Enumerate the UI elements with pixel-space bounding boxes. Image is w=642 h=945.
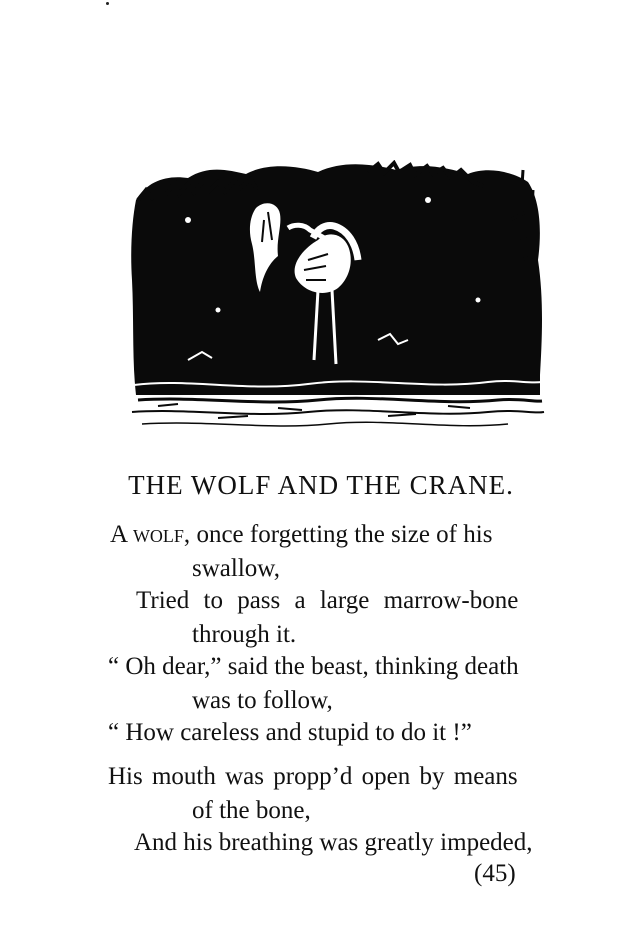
poem-line: And his breathing was greatly impeded, [134,829,533,856]
poem-line [110,522,492,547]
poem-line: swallow, [192,555,280,582]
poem-word: A [110,521,127,548]
page-number: (45) [474,860,516,887]
poem-line: “ Oh dear,” said the beast, thinking death [108,653,519,680]
poem-line: “ How careless and stupid to do it !” [108,719,472,746]
poem-title: THE WOLF AND THE CRANE. [128,470,514,500]
woodcut-illustration [128,160,548,440]
poem-line: was to follow, [192,687,333,714]
poem-line: through it. [192,621,297,648]
poem-line: His mouth was propp’d open by means [108,763,518,790]
poem-line: Tried to pass a large marrow-bone [136,587,519,614]
poem-line-rest: once forgetting the size of his [190,521,493,548]
poem-line: of the bone, [192,797,311,824]
speck-mark [106,2,109,5]
poem-word-smallcaps: wolf, [132,521,191,548]
